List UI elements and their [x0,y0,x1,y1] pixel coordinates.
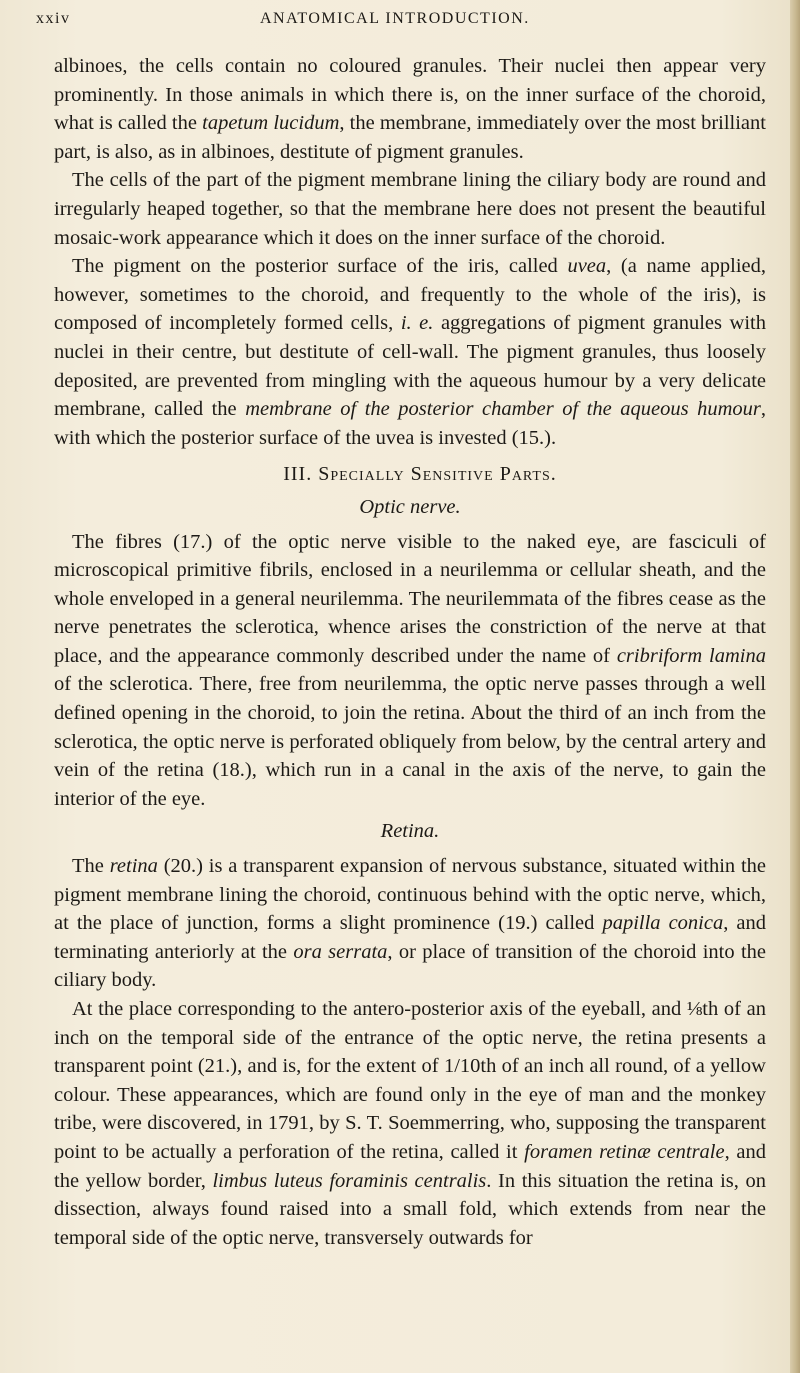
text-run: , (a name applied, however, sometimes to the choroid, and frequently to the whole of the iris), is composed of incompletely formed cells, [54,255,766,335]
text-run: aggregations of pigment granules with nuclei in their centre, but destitute of cell-wall. The pigment granules, thus loosely deposited, are prevented from mingling with the aqueous humour by a very delicate membrane, called the [54,312,766,421]
paragraph-3 [54,252,766,452]
paragraph-2 [54,166,766,252]
italic-term: uvea [567,255,607,278]
italic-term: tapetum lucidum [202,112,340,135]
paragraph-6 [54,995,766,1252]
italic-term: limbus luteus foraminis centralis [212,1169,487,1192]
italic-term: retina [109,855,158,878]
italic-term: foramen retinæ centrale [524,1140,725,1163]
italic-term: papilla conica [602,912,724,935]
text-run: The pigment on the posterior surface of the iris, called [72,255,568,278]
paragraph-5 [54,852,766,995]
text-run: . In this situation the retina is, on dissection, always found raised into a small fold, which extends from near the temporal side of the optic nerve, transversely outwards for [54,1169,766,1249]
text-run: of the sclerotica. There, free from neurilemma, the optic nerve passes through a well defined opening in the choroid, to join the retina. About the third of an inch from the sclerotica, the optic nerve is perforated obliquely from below, by the central artery and vein of the retina (18.), which run in a canal in the axis of the nerve, to gain the interior of the eye. [54,673,766,810]
text-run: The cells of the part of the pigment membrane lining the ciliary body are round and irregularly heaped together, so that the membrane here does not present the beautiful mosaic-work appearance which it does on the inner surface of the choroid. [54,169,766,249]
paragraph-1 [54,52,766,166]
page-header [36,4,760,34]
text-run: , or place of transition of the choroid into the ciliary body. [54,940,767,992]
text-run: (20.) is a transparent expansion of nervous substance, situated within the pigment membrane lining the choroid, continuous behind with the optic nerve, which, at the place of junction, forms a slight prominence (19.) called [54,855,766,935]
page-number: xxiv [36,10,71,27]
running-head: ANATOMICAL INTRODUCTION. [260,10,530,27]
text-run: , with which the posterior surface of the uvea is invested (15.). [54,398,766,449]
italic-term: ora serrata [293,940,388,963]
section-heading: III. Specially Sensitive Parts. [283,463,557,486]
text-run: albinoes, the cells contain no coloured granules. Their nuclei then appear very prominently. In those animals in which there is, on the inner surface of the choroid, what is called the [54,55,766,135]
body-text [54,52,766,1252]
italic-term: cribriform lamina [616,644,767,667]
page-edge-shadow [790,0,800,1373]
text-run: The [72,855,110,878]
text-run: , the membrane, immediately over the most brilliant part, is also, as in albinoes, destitute of pigment granules. [54,112,766,163]
text-run: The fibres (17.) of the optic nerve visible to the naked eye, are fasciculi of microscopical primitive fibrils, enclosed in a neurilemma or cellular sheath, and the whole enveloped in a general neurilemma. The neurilemmata of the fibres cease as the nerve penetrates the sclerotica, whence arises the constriction of the nerve at that place, and the appearance commonly described under the name of [54,530,766,667]
text-run: , and terminating anteriorly at the [54,912,766,963]
italic-term: membrane of the posterior chamber of the aqueous humour [245,398,761,421]
italic-term: i. e. [400,312,434,335]
text-run: , and the yellow border, [54,1140,766,1192]
subheading-optic-nerve: Optic nerve. [359,495,461,518]
paragraph-4 [54,528,766,814]
subheading-retina: Retina. [380,820,440,843]
text-run: At the place corresponding to the antero-posterior axis of the eyeball, and ⅛th of an inch on the temporal side of the entrance of the optic nerve, the retina presents a transparent point (21.), and is, for the extent of 1/10th of an inch all round, of a yellow colour. These appearances, which are found only in the eye of man and the monkey tribe, were discovered, in 1791, by S. T. Soemmerring, who, supposing the transparent point to be actually a perforation of the retina, called it [54,998,766,1163]
